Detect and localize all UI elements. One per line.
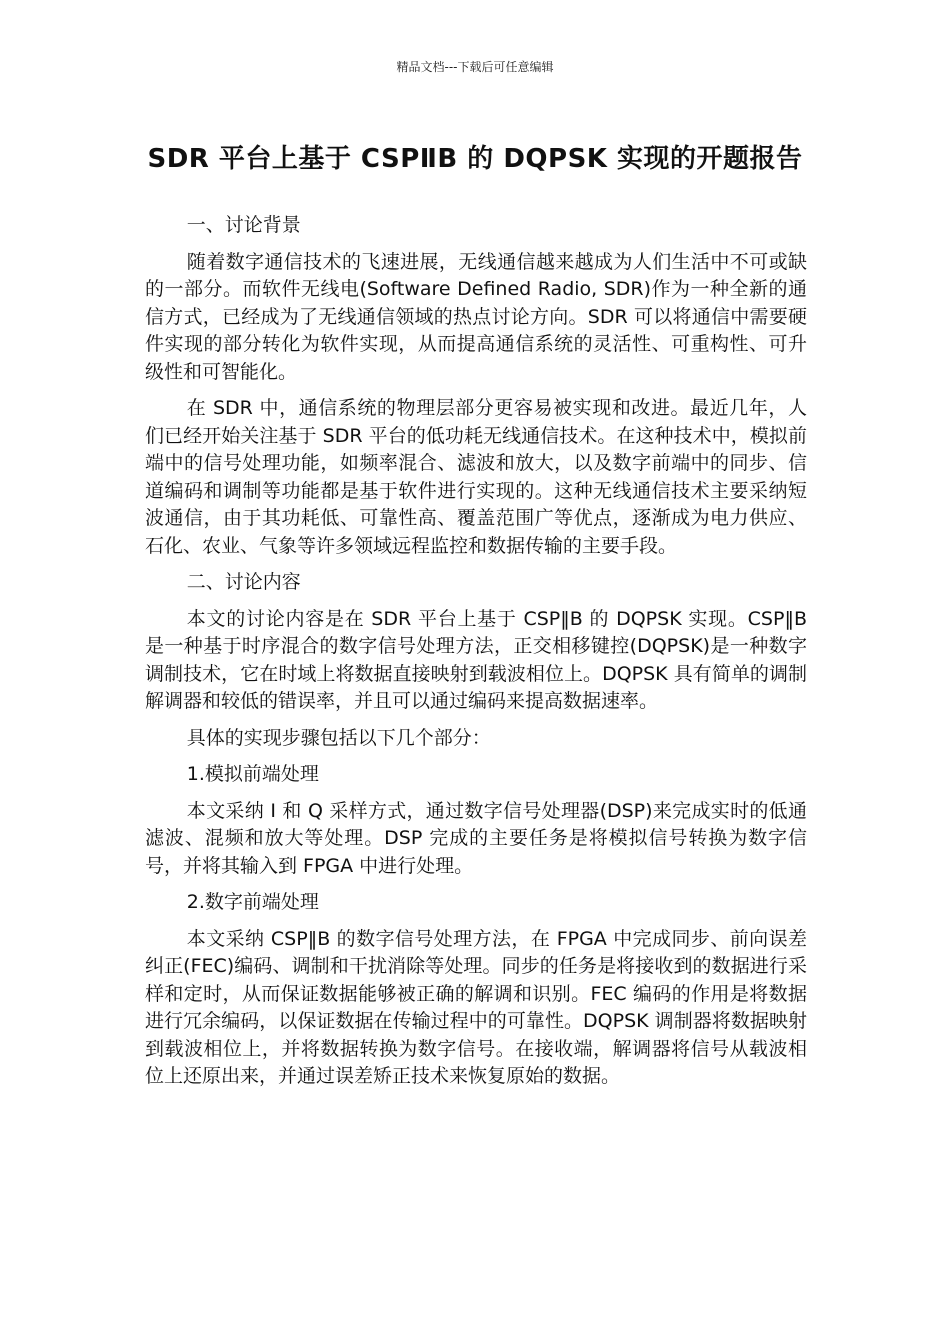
paragraph-content-2: 具体的实现步骤包括以下几个部分： bbox=[186, 726, 491, 749]
paragraph-digital-frontend: 本文采纳 CSP‖B 的数字信号处理方法，在 FPGA 中完成同步、前向误差纠正(FEC)编码、调制和干扰消除等处理。同步的任务是将接收到的数据进行采样和定时，从而保证数据能够被正确的解调和识别。FEC 编码的作用是将数据进行冗余编码，以保证数据在传输过程中的可靠性。DQPSK 调制器将数据映射到载波相位上，并将数据转换为数字信号。在接收端，解调器将信号从载波相位上还原出来，并通过误差矫正技术来恢复原始的数据。 bbox=[145, 927, 807, 1087]
paragraph-content-1: 本文的讨论内容是在 SDR 平台上基于 CSP‖B 的 DQPSK 实现。CSP‖B 是一种基于时序混合的数字信号处理方法，正交相移键控(DQPSK)是一种数字调制技术，它在时域上将数据直接映射到载波相位上。DQPSK 具有简单的调制解调器和较低的错误率，并且可以通过编码来提高数据速率。 bbox=[145, 607, 807, 712]
page-header-note: 精品文档---下载后可任意编辑 bbox=[396, 60, 554, 74]
paragraph-background-1: 随着数字通信技术的飞速进展，无线通信越来越成为人们生活中不可或缺的一部分。而软件无线电(Software Defined Radio, SDR)作为一种全新的通信方式，已经成为了无线通信领域的热点讨论方向。SDR 可以将通信中需要硬件实现的部分转化为软件实现，从而提高通信系统的灵活性、可重构性、可升级性和可智能化。 bbox=[145, 250, 807, 383]
paragraph-background-2: 在 SDR 中，通信系统的物理层部分更容易被实现和改进。最近几年，人们已经开始关注基于 SDR 平台的低功耗无线通信技术。在这种技术中，模拟前端中的信号处理功能，如频率混合、滤波和放大，以及数字前端中的同步、信道编码和调制等功能都是基于软件进行实现的。这种无线通信技术主要采纳短波通信，由于其功耗低、可靠性高、覆盖范围广等优点，逐渐成为电力供应、石化、农业、气象等许多领域远程监控和数据传输的主要手段。 bbox=[145, 397, 807, 557]
paragraph-analog-frontend: 本文采纳 I 和 Q 采样方式，通过数字信号处理器(DSP)来完成实时的低通滤波、混频和放大等处理。DSP 完成的主要任务是将模拟信号转换为数字信号，并将其输入到 FPGA 中进行处理。 bbox=[145, 799, 807, 877]
section-heading-background: 一、讨论背景 bbox=[186, 214, 301, 236]
step-heading-digital-frontend: 2.数字前端处理 bbox=[186, 891, 319, 913]
document-body bbox=[145, 212, 807, 1100]
section-heading-content: 二、讨论内容 bbox=[186, 571, 301, 593]
document-title: SDR 平台上基于 CSPⅡB 的 DQPSK 实现的开题报告 bbox=[147, 144, 803, 174]
step-heading-analog-frontend: 1.模拟前端处理 bbox=[186, 763, 319, 785]
